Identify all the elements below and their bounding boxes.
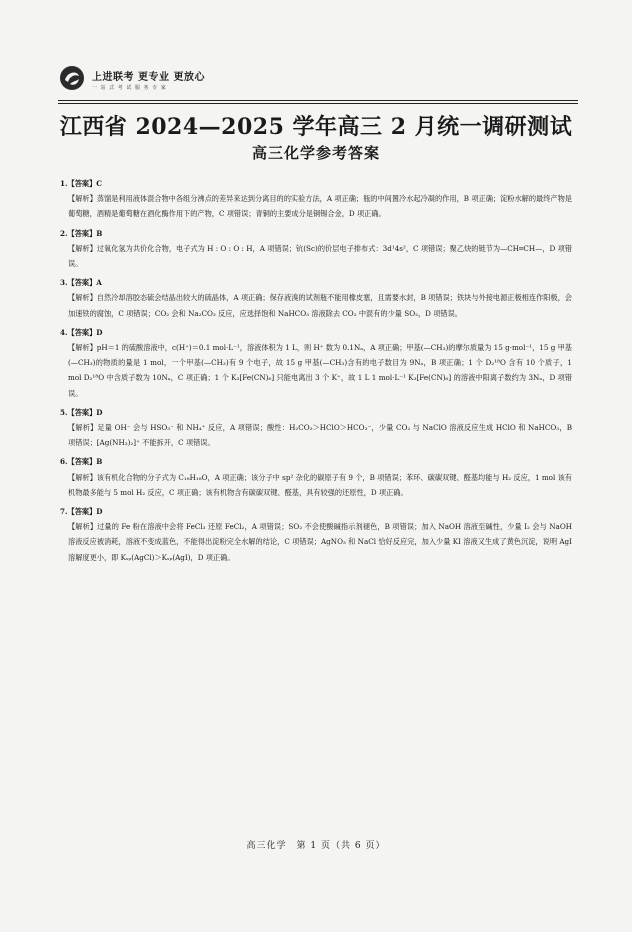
publisher-logo [58,64,258,100]
answer-label: 1.【答案】C [60,179,102,188]
header-divider-thin [58,103,578,104]
explanation-text: 【解析】过氧化氢为共价化合物，电子式为 H : O : O : H，A 项错误；钪(Sc)的价层电子排布式：3d¹4s²，C 项错误；聚乙炔的链节为—CH═CH—，D 项错误。 [68,243,572,269]
explanation-text: 【解析】足量 OH⁻ 会与 HSO₃⁻ 和 NH₄⁺ 反应，A 项错误；酸性：H₂CO₃＞HClO＞HCO₃⁻，少量 CO₂ 与 NaClO 溶液反应生成 HClO 和 NaHCO₃，B 项错误；[Ag(NH₃)₂]⁺ 不能拆开，C 项错误。 [68,423,572,448]
page-footer: 高三化学 第 1 页（共 6 页） [246,841,386,851]
logo-text: 上进联考 更专业 更放心 [92,72,205,83]
answer-label: 7.【答案】D [60,507,103,517]
question-4 [60,325,572,401]
answer-label: 4.【答案】D [60,327,103,337]
answer-label: 6.【答案】B [60,457,103,467]
question-2 [60,226,572,272]
explanation-text: 【解析】pH＝1 的硫酸溶液中，c(H⁺)＝0.1 mol·L⁻¹，溶液体积为 1 L，则 H⁺ 数为 0.1Nₐ，A 项正确；甲基(—CH₃)的摩尔质量为 15 g·mol⁻¹，15 g 甲基(—CH₃)的物质的量是 1 mol，一个甲基(—CH₃)有 9 个电子，故 15 g 甲基(—CH₃)含有的电子数目为 9Nₐ，B 项正确；1 个 D₂¹⁸O 含有 10 个质子，1 mol D₂¹⁸O 中含质子数为 10Nₐ，C 项正确；1 个 K₃[Fe(CN)₆] 只能电离出 3 个 K⁺，故 1 L 1 mol·L⁻¹ K₃[Fe(CN)₆] 的溶液中阳离子数约为 3Nₐ，D 项错误。 [68,343,572,398]
question-5 [60,405,572,451]
page-title: 江西省 2024—2025 学年高三 2 月统一调研测试 [59,114,573,140]
answer-label: 5.【答案】D [60,407,103,417]
question-3 [60,275,572,321]
logo-swirl-icon [58,64,86,92]
explanation-text: 【解析】蒸馏是利用液体混合物中各组分沸点的差异来达到分离目的的实验方法，A 项正确；瓶的中间置冷水起冷凝的作用，B 项正确；淀粉水解的最终产物是葡萄糖，酒精是葡萄糖在酒化酶作用下的产物，C 项错误；青铜的主要成分是铜锡合金，D 项正确。 [68,194,572,219]
question-7 [60,504,572,565]
question-6 [60,454,572,500]
answers-list [60,172,572,565]
answer-label: 2.【答案】B [60,228,103,238]
logo-subtext: 一 站 式 考 试 服 务 专 家 [92,85,167,91]
explanation-text: 【解析】该有机化合物的分子式为 C₁₈H₁₈O，A 项正确；该分子中 sp² 杂化的碳原子有 9 个，B 项错误；苯环、碳碳双键、醛基均能与 H₂ 反应，1 mol 该有机物最多能与 5 mol H₂ 反应，C 项正确；该有机物含有碳碳双键、醛基，具有较强的还原性，D 项正确。 [68,472,572,497]
explanation-text: 【解析】自然冷却溶胶态硫会结晶出较大的硫晶体，A 项正确；保存液溴的试剂瓶不能用橡皮塞，且需要水封，B 项错误；铁块与外接电源正极相连作阳极，会加速铁的腐蚀，C 项错误；CO₂ 会和 Na₂CO₃ 反应，应选择饱和 NaHCO₃ 溶液除去 CO₂ 中混有的少量 SO₂，D 项错误。 [68,293,572,318]
header-divider [58,100,578,101]
answer-label: 3.【答案】A [60,278,102,288]
explanation-text: 【解析】过量的 Fe 粉在溶液中会将 FeCl₃ 还原 FeCl₂，A 项错误；SO₂ 不会使酸碱指示剂褪色，B 项错误；加入 NaOH 溶液至碱性，少量 I₂ 会与 NaOH 溶液反应被消耗，溶液不变成蓝色，不能得出淀粉完全水解的结论，C 项错误；AgNO₃ 和 NaCl 恰好反应完，加入少量 KI 溶液又生成了黄色沉淀，说明 AgI 溶解度更小，即 Kₛₚ(AgCl)＞Kₛₚ(AgI)，D 项正确。 [68,522,572,562]
page-subtitle: 高三化学参考答案 [251,144,380,162]
question-1 [60,176,572,222]
